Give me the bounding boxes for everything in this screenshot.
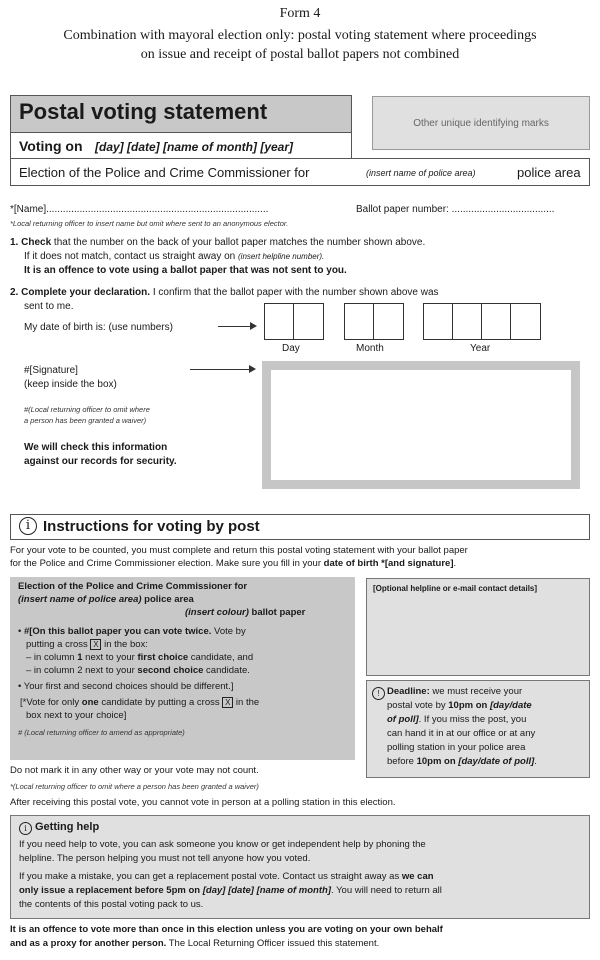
deadline-l1: Deadline: we must receive your xyxy=(387,686,523,697)
dob-label: My date of birth is: (use numbers) xyxy=(24,322,173,333)
instructions-header xyxy=(10,514,590,540)
dob-day-digit2[interactable] xyxy=(293,303,324,340)
dob-year-label: Year xyxy=(470,343,491,354)
help-p2-line2: only issue a replacement before 5pm on [day] [date] [name of month]. You will need to return all xyxy=(19,885,442,896)
signature-note2: a person has been granted a waiver) xyxy=(24,416,147,425)
dob-month-label: Month xyxy=(356,343,384,354)
ballot-box-note: # (Local returning officer to amend as appropriate) xyxy=(18,728,185,737)
form-subtitle-line1: Combination with mayoral election only: postal voting statement where proceedings xyxy=(63,28,537,43)
signature-arrow xyxy=(190,369,250,370)
help-p2-line3: the contents of this postal voting pack to us. xyxy=(19,899,204,910)
step1-line1: 1. Check that the number on the back of your ballot paper matches the number shown above. xyxy=(10,237,426,248)
check-line1: We will check this information xyxy=(24,442,168,453)
ballot-bullet3: [*Vote for only one candidate by putting a cross X in the xyxy=(20,697,260,708)
dob-arrow xyxy=(218,326,252,327)
dob-year-digit3[interactable] xyxy=(481,303,512,340)
step1-line2: If it does not match, contact us straight away on (insert helpline number). xyxy=(24,251,325,262)
after-vote-text: After receiving this postal vote, you cannot vote in person at a polling station in this election. xyxy=(10,797,396,808)
instructions-intro2: for the Police and Crime Commissioner election. Make sure you fill in your date of birth *[and signature]. xyxy=(10,558,457,569)
help-title: Getting help xyxy=(35,821,100,833)
helpline-box xyxy=(366,578,590,676)
signature-sub: (keep inside the box) xyxy=(24,379,117,390)
deadline-l3: of poll]. If you miss the post, you xyxy=(387,714,527,725)
getting-help-box xyxy=(10,815,590,919)
instructions-title: Instructions for voting by post xyxy=(43,518,260,535)
ballot-box-line1: Election of the Police and Crime Commissioner for xyxy=(18,581,248,592)
ballot-dash2: – in column 2 next to your second choice candidate. xyxy=(26,665,250,676)
voting-on-label: Voting on xyxy=(19,138,83,154)
dob-day-label: Day xyxy=(282,343,300,354)
cross-box-icon: X xyxy=(222,697,233,708)
election-box xyxy=(10,158,590,186)
cross-box-icon: X xyxy=(90,639,101,650)
statement-title: Postal voting statement xyxy=(19,99,268,124)
alert-icon: ! xyxy=(372,687,385,700)
dob-day-digit1[interactable] xyxy=(264,303,295,340)
form-subtitle-line2: on issue and receipt of postal ballot papers not combined xyxy=(140,47,460,62)
deadline-l2: postal vote by 10pm on [day/date xyxy=(387,700,532,711)
ballot-box-line3: (insert colour) ballot paper xyxy=(185,607,306,618)
deadline-l5: polling station in your police area xyxy=(387,742,526,753)
election-prefix: Election of the Police and Crime Commissioner for xyxy=(19,165,310,180)
check-line2: against our records for security. xyxy=(24,456,177,467)
step2-line2: sent to me. xyxy=(24,301,74,312)
helpline-text: [Optional helpline or e-mail contact details] xyxy=(373,584,538,593)
footer-line2: and as a proxy for another person. The Local Returning Officer issued this statement. xyxy=(10,938,380,949)
ballot-box-line2: (insert name of police area) police area xyxy=(18,594,194,605)
signature-box-frame xyxy=(262,361,580,489)
name-note: *Local returning officer to insert name but omit where sent to an anonymous elector. xyxy=(10,219,289,228)
help-p2-line1: If you make a mistake, you can get a replacement postal vote. Contact us straight away as we can xyxy=(19,871,434,882)
dob-arrow-head xyxy=(250,322,257,330)
ballot-bullet1: • #[On this ballot paper you can vote twice. Vote by xyxy=(18,626,246,637)
ballot-bullet2: • Your first and second choices should be different.] xyxy=(18,681,234,692)
dob-month-digit2[interactable] xyxy=(373,303,404,340)
ballot-bullet1-cont: putting a cross X in the box: xyxy=(26,639,148,650)
deadline-box xyxy=(366,680,590,778)
ballot-bullet3-cont: box next to your choice] xyxy=(26,710,127,721)
footer-line1: It is an offence to vote more than once in this election unless you are voting on your own behalf xyxy=(10,924,443,935)
no-mark-warning: Do not mark it in any other way or your vote may not count. xyxy=(10,765,259,776)
dob-year-digit2[interactable] xyxy=(452,303,483,340)
help-p1a: If you need help to vote, you can ask someone you know or get independent help by phoning the xyxy=(19,839,426,850)
form-number: Form 4 xyxy=(279,6,321,21)
signature-arrow-head xyxy=(249,365,256,373)
waiver-note: *(Local returning officer to omit where a person has been granted a waiver) xyxy=(10,782,259,791)
help-info-icon: i xyxy=(19,822,32,835)
signature-box[interactable] xyxy=(271,370,571,480)
election-area: (insert name of police area) xyxy=(366,168,476,178)
ballot-dash1: – in column 1 next to your first choice candidate, and xyxy=(26,652,254,663)
help-p1b: helpline. The person helping you must not tell anyone how you voted. xyxy=(19,853,311,864)
signature-label: #[Signature] xyxy=(24,365,78,376)
voting-on-date: [day] [date] [name of month] [year] xyxy=(95,140,294,154)
name-field: *[Name]................................................................................ xyxy=(10,204,269,215)
election-suffix: police area xyxy=(517,165,581,180)
instructions-intro1: For your vote to be counted, you must complete and return this postal voting statement with your ballot paper xyxy=(10,545,468,556)
identifying-marks-label: Other unique identifying marks xyxy=(413,118,549,129)
dob-year-digit1[interactable] xyxy=(423,303,454,340)
dob-month-digit1[interactable] xyxy=(344,303,375,340)
signature-note1: #(Local returning officer to omit where xyxy=(24,405,150,414)
step2-line1: 2. Complete your declaration. I confirm that the ballot paper with the number shown above was xyxy=(10,287,439,298)
info-icon: i xyxy=(19,517,37,535)
voting-on-box xyxy=(10,132,352,159)
ballot-instructions-box xyxy=(10,577,355,760)
ballot-number-field: Ballot paper number: ..................................... xyxy=(356,204,555,215)
deadline-l4: can hand it in at our office or at any xyxy=(387,728,536,739)
statement-title-box xyxy=(10,95,352,133)
deadline-l6: before 10pm on [day/date of poll]. xyxy=(387,756,537,767)
dob-year-digit4[interactable] xyxy=(510,303,541,340)
step1-warning: It is an offence to vote using a ballot paper that was not sent to you. xyxy=(24,265,347,276)
identifying-marks-box xyxy=(372,96,590,150)
